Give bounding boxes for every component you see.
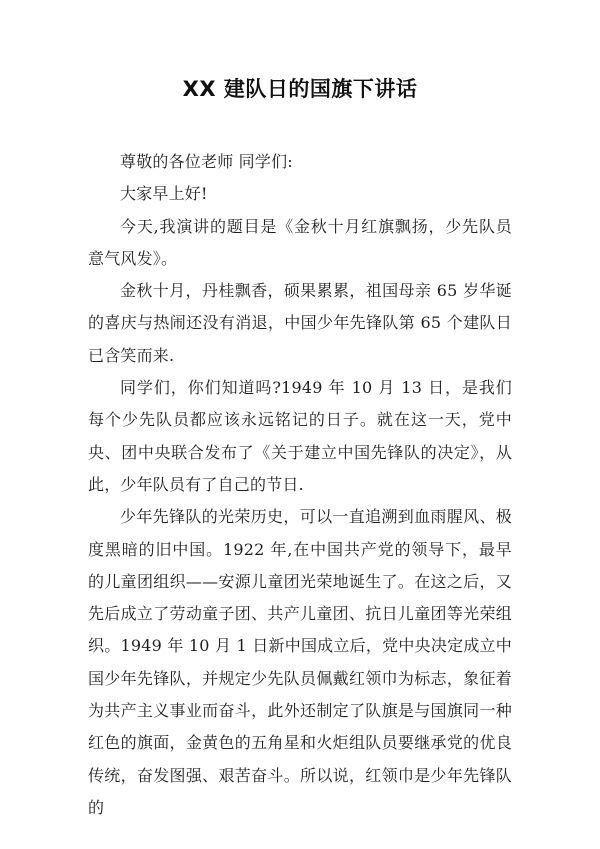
topic-paragraph: 今天,我演讲的题目是《金秋十月红旗飘扬，少先队员意气风发》。 [88,216,512,268]
document-title: XX 建队日的国旗下讲话 [182,77,418,101]
document-body [88,146,512,824]
autumn-paragraph: 金秋十月，丹桂飘香，硕果累累，祖国母亲 65 岁华诞的喜庆与热闹还没有消退，中国少年先锋队第 65 个建队日已含笑而来. [88,281,512,365]
history-paragraph: 少年先锋队的光荣历史，可以一直追溯到血雨腥风、极度黑暗的旧中国。1922 年,在中国共产党的领导下，最早的儿童团组织——安源儿童团光荣地诞生了。在这之后，又先后成立了劳动童子团、共产儿童团、抗日儿童团等光荣组织。1949 年 10 月 1 日新中国成立后，党中央决定成立中国少年先锋队，并规定少先队员佩戴红领巾为标志，象征着为共产主义事业而奋斗，此外还制定了队旗是与国旗同一种红色的旗面，金黄色的五角星和火炬组队员要继承党的优良传统，奋发图强、艰苦奋斗。所以说，红领巾是少年先锋队的 [88,507,512,817]
greeting-paragraph: 大家早上好! [120,184,208,204]
founding-date-paragraph: 同学们，你们知道吗?1949 年 10 月 13 日，是我们每个少先队员都应该永远铭记的日子。就在这一天，党中央、团中央联合发布了《关于建立中国先锋队的决定》，从此，少年队员有了自己的节日. [88,378,512,494]
salutation-paragraph: 尊敬的各位老师 同学们: [120,152,293,171]
